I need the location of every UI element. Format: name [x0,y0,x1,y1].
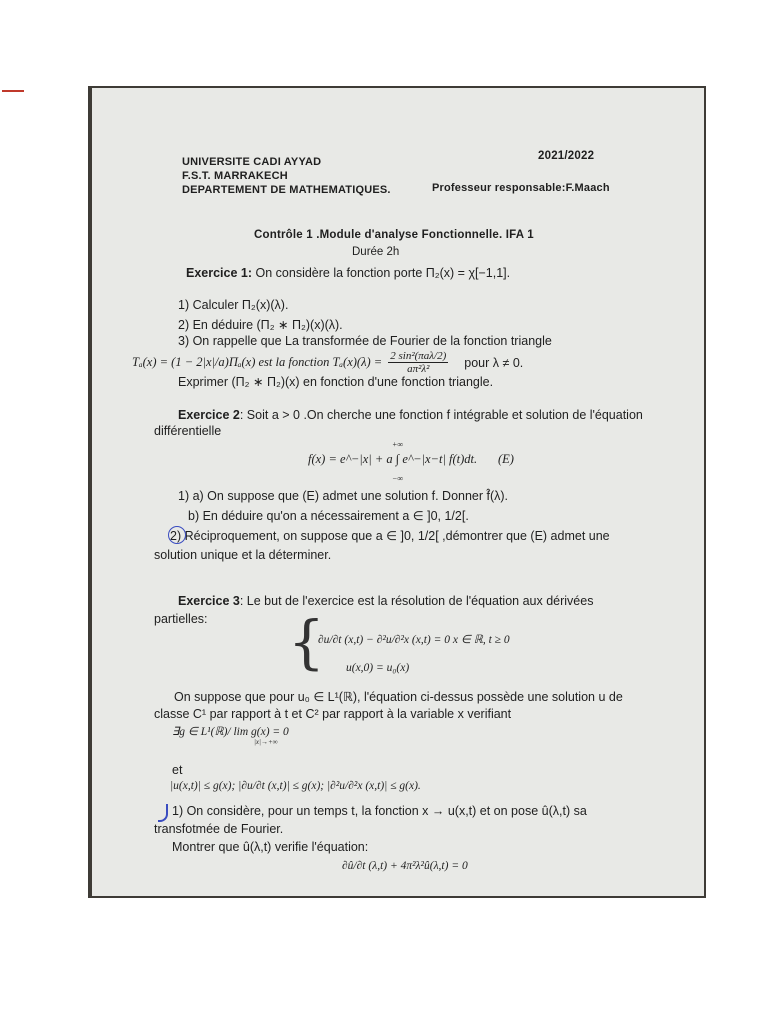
exam-duration: Durée 2h [352,246,400,258]
ex2-question-2: 2) Réciproquement, on suppose que a ∈ ]0, 1/2[ ,démontrer que (E) admet une [170,529,610,543]
ex1-question-3: 3) On rappelle que La transformée de Fourier de la fonction triangle [178,334,552,348]
exercise-1 [186,266,510,280]
ex2-question-1a: 1) a) On suppose que (E) admet une solution f. Donner f̂(λ). [178,489,509,503]
ex3-et: et [172,763,183,777]
professor: Professeur responsable:F.Maach [432,182,610,194]
ex1-triangle-formula [132,350,523,375]
ex3-paragraph-2: classe C¹ par rapport à t et C² par rapport à la variable x verifiant [154,707,512,721]
initial-condition: u(x,0) = u₀(x) [346,662,410,674]
exam-title: Contrôle 1 .Module d'analyse Fonctionnelle. IFA 1 [254,229,534,241]
exercise-1-intro: On considère la fonction porte Π₂(x) = χ[−1,1]. [255,266,511,280]
exercise-3-intro-2: partielles: [154,612,208,626]
pen-check-mark [158,804,168,822]
ex1-question-1: 1) Calculer Π₂(x)(λ). [178,298,289,312]
ex3-condition: ∃g ∈ L¹(ℝ)/ lim g(x) = 0 [172,726,289,738]
ex3-inequalities: |u(x,t)| ≤ g(x); |∂u/∂t (x,t)| ≤ g(x); |∂²u/∂²x (x,t)| ≤ g(x). [170,780,421,792]
exercise-2 [178,408,643,422]
exercise-1-label: Exercice 1: [186,266,253,280]
triangle-condition: pour λ ≠ 0. [464,355,524,370]
exercise-2-intro-2: différentielle [154,424,222,438]
ex1-question-2: 2) En déduire (Π₂ ∗ Π₂)(x)(λ). [178,318,343,332]
limit-subscript: |x|→+∞ [254,738,278,746]
integral-equation: f(x) = e^−|x| + a ∫ e^−|x−t| f(t)dt. [308,452,478,466]
triangle-formula-lhs: Tₐ(x) = (1 − 2|x|/a)Πₐ(x) est la fonction Tₐ(x)(λ) = [132,355,383,369]
ex2-question-1b: b) En déduire qu'on a nécessairement a ∈ ]0, 1/2[. [188,509,469,523]
ex3-question-1b: transfotmée de Fourier. [154,822,284,836]
exercise-3-label: Exercice 3 [178,594,240,608]
triangle-fraction [388,350,448,375]
equation-tag: (E) [498,452,514,466]
exam-sheet [92,88,704,896]
exercise-2-intro: : Soit a > 0 .On cherche une fonction f intégrable et solution de l'équation [239,408,643,422]
pen-circle-mark [168,526,186,544]
integral-lower-bound: −∞ [392,474,404,483]
ex3-paragraph-1: On suppose que pour u₀ ∈ L¹(ℝ), l'équation ci-dessus possède une solution u de [174,690,623,704]
exercise-2-label: Exercice 2 [178,408,240,422]
ex3-final-equation: ∂û/∂t (λ,t) + 4π²λ²û(λ,t) = 0 [342,860,468,872]
integral-upper-bound: +∞ [392,440,404,449]
pde-equation: ∂u/∂t (x,t) − ∂²u/∂²x (x,t) = 0 x ∈ ℝ, t ≥ 0 [318,634,510,646]
fraction-numerator: 2 sin²(πaλ/2) [390,350,447,362]
department-name: DEPARTEMENT DE MATHEMATIQUES. [182,184,391,196]
fraction-denominator: aπ²λ² [407,363,430,375]
ex3-question-1c: Montrer que û(λ,t) verifie l'équation: [172,840,369,854]
exercise-3 [178,594,593,608]
system-brace: { [288,608,325,676]
exercise-3-intro: : Le but de l'exercice est la résolution de l'équation aux dérivées [239,594,594,608]
faculty-name: F.S.T. MARRAKECH [182,170,288,182]
ex2-question-2b: solution unique et la déterminer. [154,548,332,562]
ex3-question-1: 1) On considère, pour un temps t, la fonction x → u(x,t) et on pose û(λ,t) sa [172,804,587,818]
ex1-express: Exprimer (Π₂ ∗ Π₂)(x) en fonction d'une fonction triangle. [178,375,494,389]
university-name: UNIVERSITE CADI AYYAD [182,156,322,168]
academic-year: 2021/2022 [538,150,595,162]
red-mark [2,90,24,92]
